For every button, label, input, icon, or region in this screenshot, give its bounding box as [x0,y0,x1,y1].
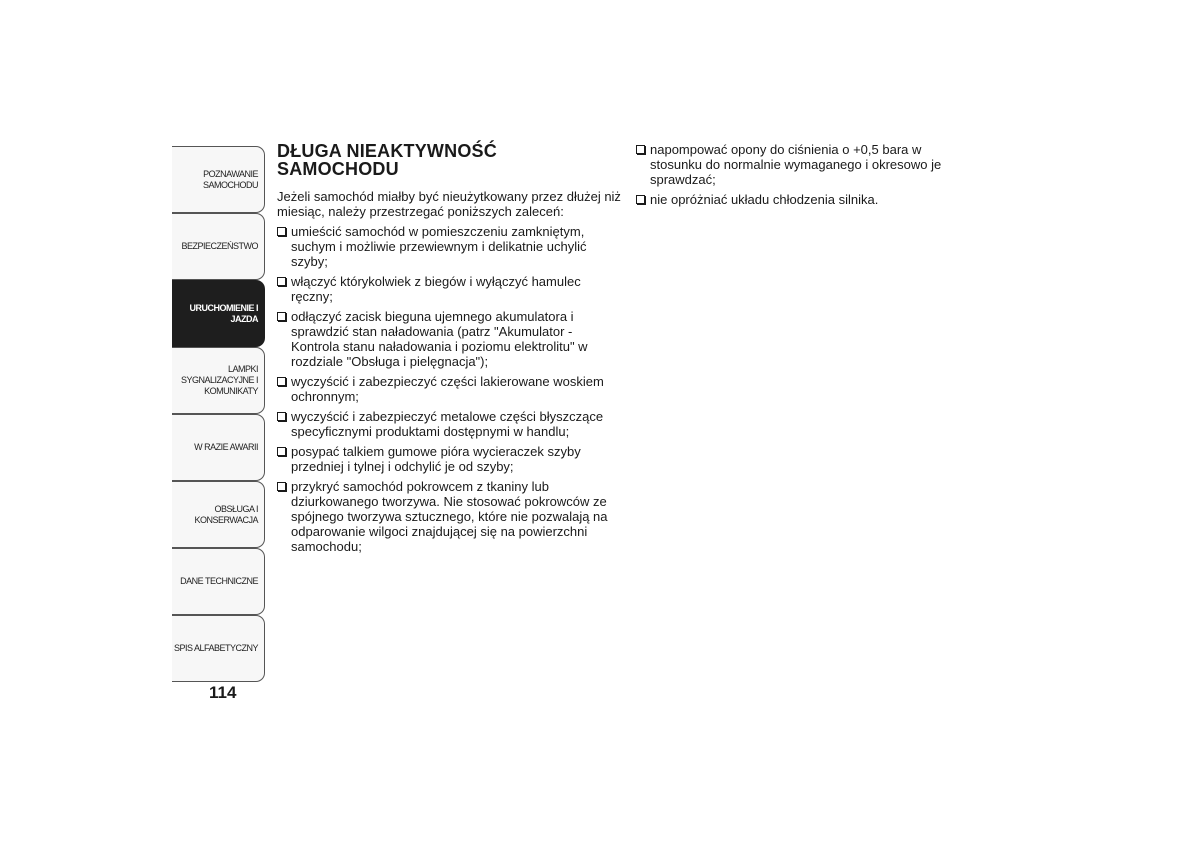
tab-label: URUCHOMIENIE I JAZDA [189,302,258,324]
list-item [277,444,622,474]
page-title [277,142,622,178]
right-bullet-list [636,142,976,207]
checkbox-bullet-icon [277,277,286,286]
tab-obsluga-i-konserwacja[interactable] [172,481,265,548]
list-item-text: odłączyć zacisk bieguna ujemnego akumulatora i sprawdzić stan naładowania (patrz "Akumulator - Kontrola stanu naładowania i poziomu elektrolitu" w rozdziale "Obsługa i pielęgnacja"); [291,309,588,369]
tab-dane-techniczne[interactable] [172,548,265,615]
checkbox-bullet-icon [277,312,286,321]
tab-label: W RAZIE AWARII [194,442,258,452]
tab-label: BEZPIECZEŃSTWO [181,241,258,251]
list-item [277,224,622,269]
list-item-text: przykryć samochód pokrowcem z tkaniny lub dziurkowanego tworzywa. Nie stosować pokrowców ze spójnego tworzywa sztucznego, które nie pozwalają na odparowanie wilgoci znajdującej się na powierzchni samochodu; [291,479,608,554]
tab-bezpieczenstwo[interactable] [172,213,265,280]
tab-w-razie-awarii[interactable] [172,414,265,481]
checkbox-bullet-icon [277,482,286,491]
list-item [277,274,622,304]
checkbox-bullet-icon [277,412,286,421]
title-line-2: SAMOCHODU [277,159,399,179]
tab-lampki-sygnalizacyjne[interactable] [172,347,265,414]
tab-spis-alfabetyczny[interactable] [172,615,265,682]
list-item [277,479,622,554]
list-item-text: włączyć którykolwiek z biegów i wyłączyć hamulec ręczny; [291,274,581,304]
checkbox-bullet-icon [277,377,286,386]
tab-label: DANE TECHNICZNE [180,576,258,586]
list-item-text: nie opróżniać układu chłodzenia silnika. [650,192,879,207]
tab-label: LAMPKI SYGNALIZACYJNE I KOMUNIKATY [180,364,258,396]
checkbox-bullet-icon [277,447,286,456]
list-item [277,374,622,404]
list-item-text: posypać talkiem gumowe pióra wycieraczek szyby przedniej i tylnej i odchylić je od szyby; [291,444,581,474]
list-item [277,409,622,439]
checkbox-bullet-icon [277,227,286,236]
intro-paragraph: Jeżeli samochód miałby być nieużytkowany przez dłużej niż miesiąc, należy przestrzegać poniższych zaleceń: [277,189,621,219]
right-column [636,142,976,212]
left-column [277,142,622,559]
checkbox-bullet-icon [636,195,645,204]
list-item [636,142,976,187]
list-item-text: wyczyścić i zabezpieczyć części lakierowane woskiem ochronnym; [291,374,604,404]
tab-label: POZNAWANIE SAMOCHODU [202,168,258,190]
tab-label: SPIS ALFABETYCZNY [173,643,258,653]
chapter-tabs [172,146,265,682]
list-item [636,192,976,207]
list-item-text: wyczyścić i zabezpieczyć metalowe części błyszczące specyficznymi produktami dostępnymi w handlu; [291,409,604,439]
list-item [277,309,622,369]
tab-label: OBSŁUGA I KONSERWACJA [194,503,258,525]
list-item-text: napompować opony do ciśnienia o +0,5 bara w stosunku do normalnie wymaganego i okresowo je sprawdzać; [650,142,942,187]
title-line-1: DŁUGA NIEAKTYWNOŚĆ [277,141,497,161]
checkbox-bullet-icon [636,145,645,154]
tab-uruchomienie-i-jazda[interactable] [172,280,265,347]
list-item-text: umieścić samochód w pomieszczeniu zamkniętym, suchym i możliwie przewiewnym i delikatnie uchylić szyby; [291,224,587,269]
left-bullet-list [277,224,622,554]
tab-poznawanie-samochodu[interactable] [172,146,265,213]
page-number: 114 [209,683,237,702]
